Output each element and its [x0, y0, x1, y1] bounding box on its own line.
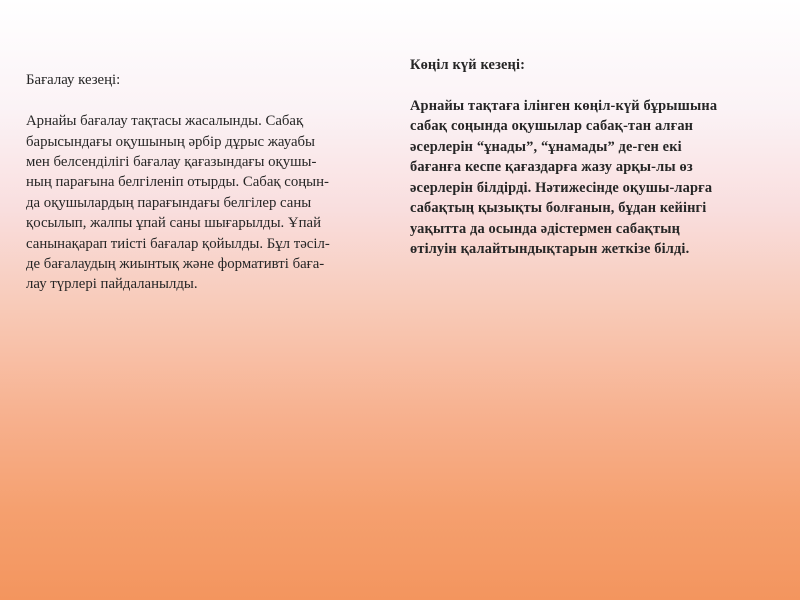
mood-stage-text: Арнайы тақтаға ілінген көңіл-күй бұрышына сабақ соңында оқушылар сабақ-тан алған әсерлерін “ұнады”, “ұнамады” де-ген екі бағанға кеспе қағаздарға жазу арқы-лы өз әсерлерін білдірді. Нәтижесінде оқушы-ларға сабақтың қызықты болғанын, бұдан кейінгі уақытта да осында әдістермен сабақтың өтілуін қалайтындықтарын жеткізе білді.: [410, 97, 718, 257]
assessment-stage-block: [26, 50, 388, 315]
assessment-stage-text: Арнайы бағалау тақтасы жасалынды. Сабақ барысындағы оқушының әрбір дұрыс жауабы мен белсенділігі бағалау қағазындағы оқушы- ның парағына белгіленіп отырды. Сабақ соңын- да оқушылардың парағындағы белгілер саны қосылып, жалпы ұпай саны шығарылды. Ұпай санынақарап тиісті бағалар қойылды. Бұл тәсіл- де бағалаудың жиынтық және формативті баға- лау түрлері пайдаланылды.: [26, 113, 330, 293]
mood-stage-block: [410, 34, 795, 280]
assessment-stage-heading: Бағалау кезеңі:: [26, 72, 121, 89]
mood-stage-heading: Көңіл күй кезеңі:: [410, 56, 526, 73]
